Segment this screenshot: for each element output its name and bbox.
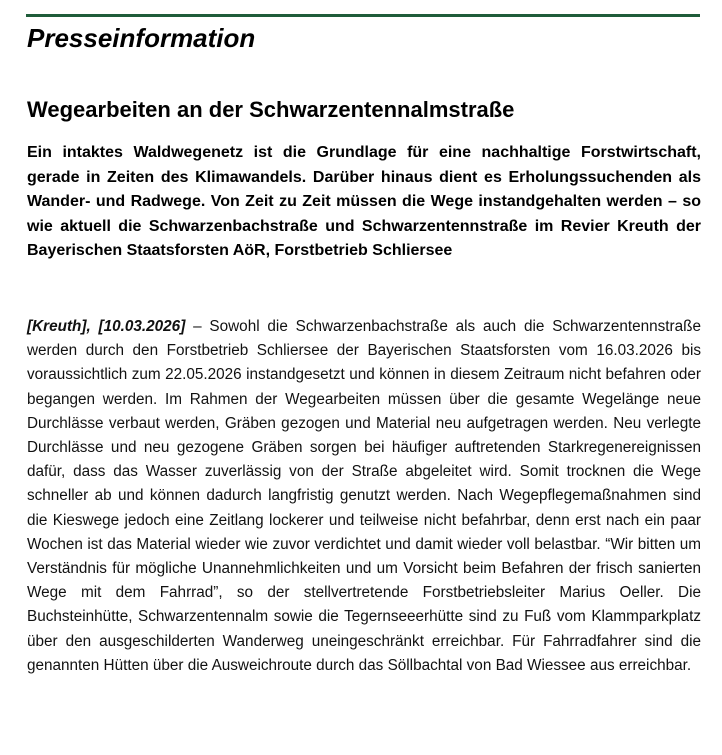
article-headline: Wegearbeiten an der Schwarzentennalmstraße	[27, 97, 515, 122]
article-dateline: [Kreuth], [10.03.2026]	[27, 318, 186, 335]
article-body-text: – Sowohl die Schwarzenbachstraße als auch die Schwarzentennstraße werden durch den Forstbetrieb Schliersee der Bayerischen Staatsforsten vom 16.03.2026 bis voraussichtlich zum 22.05.2026 instandgesetzt und können in diesem Zeitraum nicht befahren oder begangen werden. Im Rahmen der Wegearbeiten müssen über die gesamte Wegelänge neue Durchlässe verbaut werden, Gräben gezogen und Material neu aufgetragen werden. Neu verlegte Durchlässe und neu gezogene Gräben sorgen bei häufiger auftretenden Starkregenereignissen dafür, dass das Wasser zuverlässig von der Straße abgeleitet wird. Somit trocknen die Wege schneller ab und können dadurch langfristig genutzt werden. Nach Wegepflegemaßnahmen sind die Kieswege jedoch eine Zeitlang lockerer und teilweise nicht befahrbar, denn erst nach ein paar Wochen ist das Material wieder wie zuvor verdichtet und damit wieder voll belastbar. “Wir bitten um Verständnis für mögliche Unannehmlichkeiten und um Vorsicht beim Befahren der frisch sanierten Wege mit dem Fahrrad”, so der stellvertretende Forstbetriebsleiter Marius Oeller. Die Buchsteinhütte, Schwarzentennalm sowie die Tegernseeerhütte sind zu Fuß vom Klammparkplatz über den ausgeschilderten Wanderweg uneingeschränkt erreichbar. Für Fahrradfahrer sind die genannten Hütten über die Ausweichroute durch das Söllbachtal von Bad Wiessee aus erreichbar.	[27, 318, 701, 674]
article-lead: Ein intaktes Waldwegenetz ist die Grundlage für eine nachhaltige Forstwirtschaft, gerade in Zeiten des Klimawandels. Darüber hinaus dient es Erholungssuchenden als Wander- und Radwege. Von Zeit zu Zeit müssen die Wege instandgehalten werden – so wie aktuell die Schwarzenbachstraße und Schwarzentennstraße im Revier Kreuth der Bayerischen Staatsforsten AöR, Forstbetrieb Schliersee	[27, 144, 701, 259]
header-rule	[26, 14, 700, 17]
article-body	[27, 315, 701, 678]
document-type-label: Presseinformation	[27, 23, 256, 53]
